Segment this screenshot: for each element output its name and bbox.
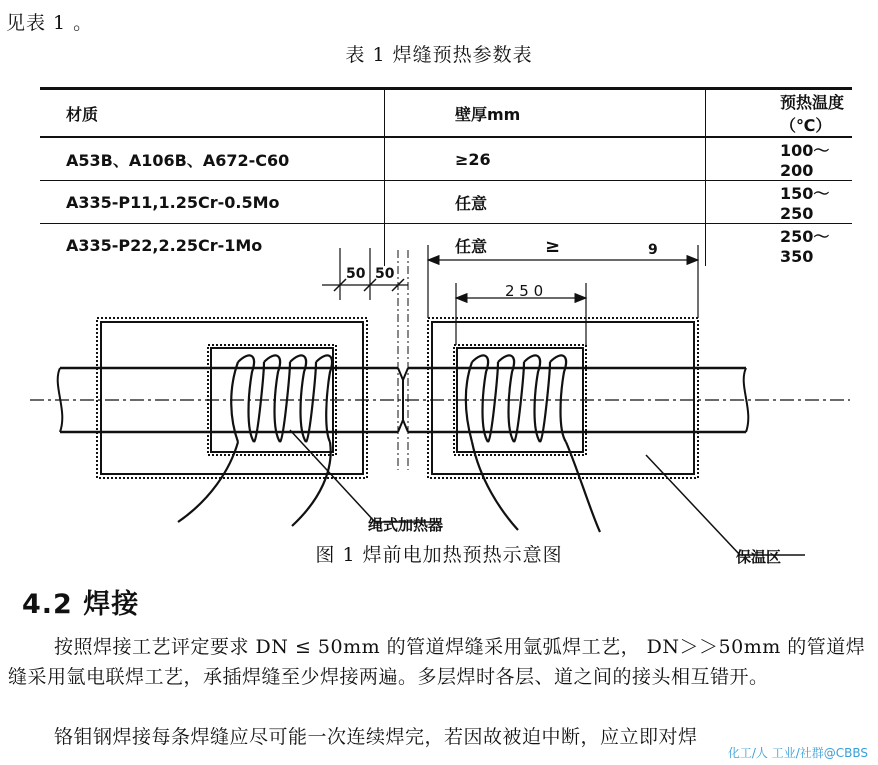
- dim-50-right: 50: [375, 266, 395, 282]
- coil-right: [466, 355, 600, 532]
- dim-50-left: 50: [346, 266, 366, 282]
- section-heading: 4.2 焊接: [22, 589, 140, 620]
- table-header-row: [40, 89, 852, 138]
- cell-wall-thickness: 任意: [385, 224, 706, 267]
- header-wall-thickness: 壁厚mm: [385, 89, 706, 138]
- cell-preheat-temp: 250～350: [780, 227, 830, 266]
- label-insulation-zone: 保温区: [736, 548, 782, 566]
- cell-material: A335-P11,1.25Cr-0.5Mo: [40, 181, 385, 224]
- cell-preheat-temp: 150～250: [780, 184, 830, 223]
- label-rope-heater: 绳式加热器: [368, 516, 444, 534]
- coil-left: [178, 355, 332, 526]
- cell-material: A335-P22,2.25Cr-1Mo: [40, 224, 385, 267]
- figure-caption: 图 1 焊前电加热预热示意图: [315, 544, 563, 566]
- dim-ge: ≥: [545, 236, 561, 257]
- table-row: [40, 137, 852, 181]
- cell-wall-thickness: 任意: [385, 181, 706, 224]
- watermark-logo: 化工/人 工业/社群@CBBS: [727, 746, 868, 760]
- table-caption: 表 1 焊缝预热参数表: [345, 44, 533, 66]
- intro-text: 见表 1 。: [6, 12, 94, 34]
- cell-material: A53B、A106B、A672-C60: [40, 137, 385, 181]
- dim-9: 9: [648, 242, 658, 258]
- header-material: 材质: [40, 89, 385, 138]
- cell-wall-thickness: ≥26: [385, 137, 706, 181]
- paragraph: 按照焊接工艺评定要求 DN ≤ 50mm 的管道焊缝采用氩弧焊工艺， DN＞＞50mm 的管道焊缝采用氩电联焊工艺，承插焊缝至少焊接两遍。多层焊时各层、道之间的接头相互错开。: [8, 636, 866, 688]
- header-preheat-temp: 预热温度（℃）: [780, 93, 845, 135]
- cell-preheat-temp: 100～200: [780, 141, 830, 180]
- dim-250: 2 5 0: [505, 282, 544, 300]
- paragraph: 铬钼钢焊接每条焊缝应尽可能一次连续焊完，若因故被迫中断，应立即对焊: [54, 726, 698, 748]
